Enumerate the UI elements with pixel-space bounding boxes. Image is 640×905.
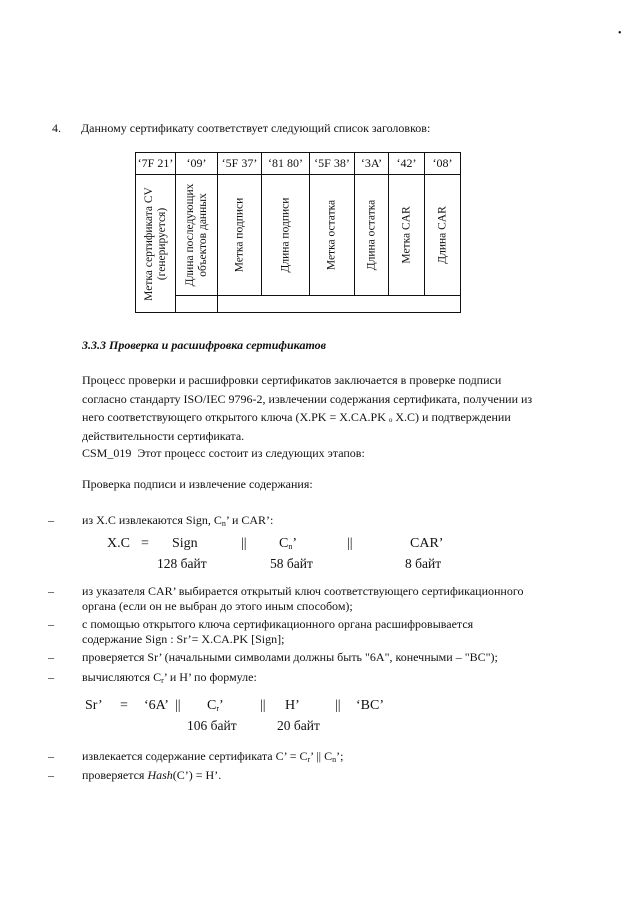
intro-paragraph — [82, 371, 552, 445]
desc-cell — [136, 175, 176, 313]
desc-cell — [355, 175, 389, 296]
desc-line: Метка сертификата CV — [142, 186, 155, 301]
desc-line: Длина остатка — [365, 199, 377, 271]
desc-cell — [389, 175, 425, 296]
desc-cell — [176, 175, 218, 296]
requirement-code: CSM_019 — [82, 446, 132, 460]
tag-cell: ‘5F 38’ — [310, 153, 355, 175]
paragraph-line: согласно стандарту ISO/IEC 9796-2, извлечении содержания сертификата, получении из — [82, 391, 533, 406]
desc-line: Метка подписи — [233, 197, 245, 273]
bullet-item: – вычисляются $C_r$’ и H’ по формуле: — [48, 670, 257, 685]
requirement-line — [82, 446, 365, 461]
paragraph-line: Процесс проверки и расшифровки сертификатов заключается в проверке подписи — [82, 373, 502, 387]
tag-cell: ‘3A’ — [355, 153, 389, 175]
span-cell — [218, 296, 461, 313]
desc-line: Метка остатка — [325, 199, 338, 271]
tag-cell: ‘81 80’ — [262, 153, 310, 175]
span-cell — [176, 296, 218, 313]
bullet-item: – извлекается содержание сертификата C’ = $C_r$’ || $C_n$’; — [48, 749, 344, 764]
paragraph-line: него соответствующего открытого ключа (X.PK = X.CA.PK ₒ X.C) и подтверждении — [82, 410, 511, 424]
tag-cell: ‘08’ — [425, 153, 461, 175]
tag-row — [136, 153, 461, 175]
span-row — [136, 296, 461, 313]
bullet-item: – из X.C извлекаются Sign, $C_n$’ и CAR’: — [48, 513, 274, 528]
desc-cell — [310, 175, 355, 296]
desc-cell — [262, 175, 310, 296]
section-title: 3.3.3 Проверка и расшифровка сертификатов — [82, 338, 326, 352]
tag-cell: ‘7F 21’ — [136, 153, 176, 175]
bullet-item: – с помощью открытого ключа сертификационного органа расшифровывается содержание Sign : Sr’= X.CA.PK [Sign]; — [48, 617, 474, 646]
item-text: Данному сертификату соответствует следующий список заголовков: — [81, 121, 431, 135]
desc-line: (генерируется) — [155, 207, 168, 280]
desc-line: объектов данных — [196, 193, 209, 277]
desc-line: Метка CAR — [400, 206, 412, 264]
corner-dot: • — [618, 28, 622, 39]
bullet-item: – проверяется Hash(C’) = H’. — [48, 768, 222, 782]
desc-line: Длина последующих — [183, 183, 196, 287]
tag-cell: ‘09’ — [176, 153, 218, 175]
paragraph-line: действительности сертификата. — [82, 428, 245, 443]
bullet-dash: – — [48, 513, 54, 527]
item-number: 4. — [52, 121, 61, 135]
tag-cell: ‘5F 37’ — [218, 153, 262, 175]
desc-line: Длина CAR — [436, 206, 448, 264]
bullet-item: – проверяется Sr’ (начальными символами должны быть "6A", конечными – "BC"); — [48, 650, 498, 664]
tag-cell: ‘42’ — [389, 153, 425, 175]
verification-heading: Проверка подписи и извлечение содержания: — [82, 477, 313, 491]
requirement-text: Этот процесс состоит из следующих этапов: — [137, 446, 365, 460]
desc-cell — [425, 175, 461, 296]
description-row — [136, 175, 461, 296]
header-list-table — [135, 152, 461, 313]
desc-line: Длина подписи — [279, 197, 291, 273]
bullet-item: – из указателя CAR’ выбирается открытый ключ соответствующего сертификационного органа (если он не выбран до этого иным способом); — [48, 584, 524, 613]
desc-cell — [218, 175, 262, 296]
